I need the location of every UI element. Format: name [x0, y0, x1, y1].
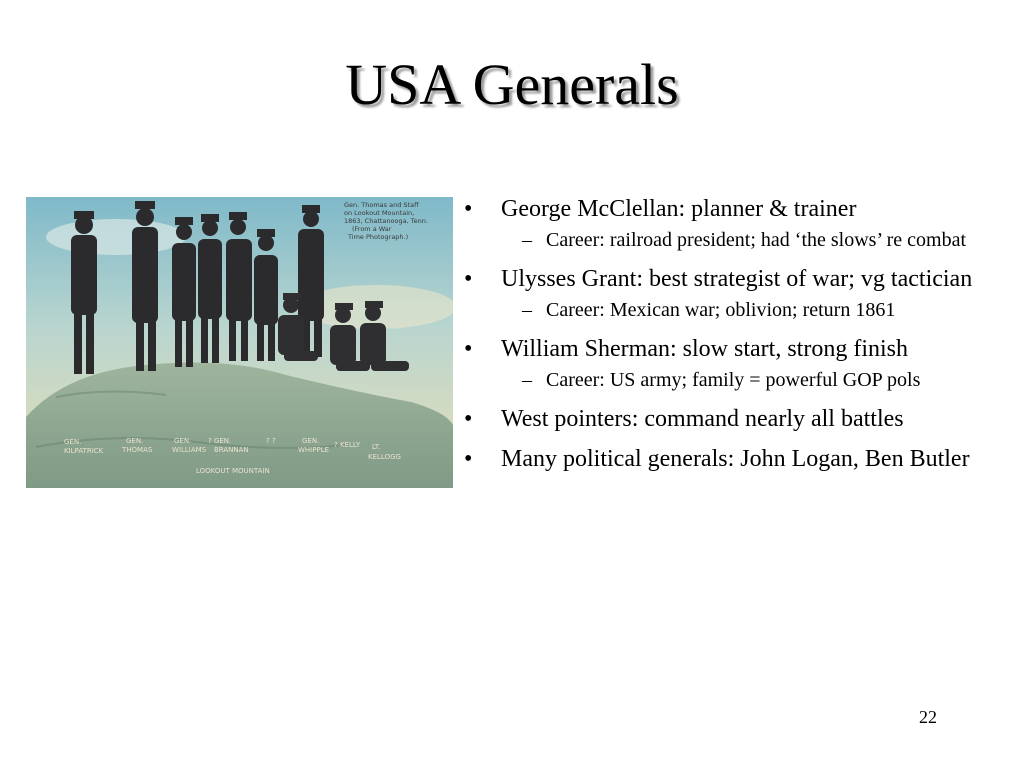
svg-text:(From a War: (From a War: [352, 225, 392, 233]
svg-text:THOMAS: THOMAS: [122, 446, 153, 454]
svg-text:GEN.: GEN.: [302, 437, 320, 445]
svg-text:KELLOGG: KELLOGG: [368, 453, 401, 461]
svg-text:GEN.: GEN.: [174, 437, 192, 445]
bullet-item: [462, 264, 982, 324]
dash-marker: –: [522, 369, 532, 391]
svg-text:LOOKOUT MOUNTAIN: LOOKOUT MOUNTAIN: [196, 467, 270, 475]
bullet-marker: •: [464, 406, 473, 432]
bullet-text: West pointers: command nearly all battles: [501, 406, 904, 432]
sub-bullet-item: [501, 366, 982, 394]
page-number: 22: [919, 707, 937, 727]
sub-bullet-text: Career: railroad president; had ‘the slows’ re combat: [546, 229, 967, 251]
bullet-item: [462, 194, 982, 254]
svg-text:BRANNAN: BRANNAN: [214, 446, 249, 454]
sub-bullet-text: Career: US army; family = powerful GOP pols: [546, 369, 921, 391]
historical-photo: [26, 197, 453, 488]
bullet-item: [462, 444, 982, 474]
svg-text:? GEN.: ? GEN.: [208, 437, 232, 445]
svg-text:KILPATRICK: KILPATRICK: [64, 447, 104, 455]
svg-text:WHIPPLE: WHIPPLE: [298, 446, 330, 454]
svg-text:WILLIAMS: WILLIAMS: [172, 446, 207, 454]
sub-bullet-item: [501, 226, 982, 254]
dash-marker: –: [522, 229, 532, 251]
svg-text:Gen. Thomas and Staff: Gen. Thomas and Staff: [344, 201, 419, 209]
svg-text:? KELLY: ? KELLY: [334, 441, 361, 449]
bullet-text: Ulysses Grant: best strategist of war; vg tactician: [501, 266, 973, 292]
slide-title: USA Generals: [345, 52, 679, 117]
sub-bullet-text: Career: Mexican war; oblivion; return 1861: [546, 299, 896, 321]
sub-bullet-item: [501, 296, 982, 324]
sub-bullet-list: [501, 366, 982, 394]
svg-text:GEN.: GEN.: [64, 438, 82, 446]
bullet-text: William Sherman: slow start, strong finish: [501, 336, 908, 362]
svg-text:on Lookout Mountain,: on Lookout Mountain,: [344, 209, 415, 217]
sub-bullet-list: [501, 226, 982, 254]
svg-text:Time Photograph.): Time Photograph.): [348, 233, 409, 241]
svg-text:GEN.: GEN.: [126, 437, 144, 445]
bullet-item: [462, 334, 982, 394]
bullet-text: George McClellan: planner & trainer: [501, 196, 857, 222]
svg-text:1863, Chattanooga, Tenn.: 1863, Chattanooga, Tenn.: [344, 217, 428, 225]
svg-text:? ?: ? ?: [266, 437, 276, 445]
bullet-marker: •: [464, 336, 473, 362]
sub-bullet-list: [501, 296, 982, 324]
bullet-marker: •: [464, 446, 473, 472]
svg-text:LT.: LT.: [372, 443, 381, 451]
bullet-item: [462, 404, 982, 434]
bullet-list: [462, 194, 982, 484]
bullet-text: Many political generals: John Logan, Ben Butler: [501, 446, 970, 472]
bullet-marker: •: [464, 266, 473, 292]
dash-marker: –: [522, 299, 532, 321]
bullet-marker: •: [464, 196, 473, 222]
